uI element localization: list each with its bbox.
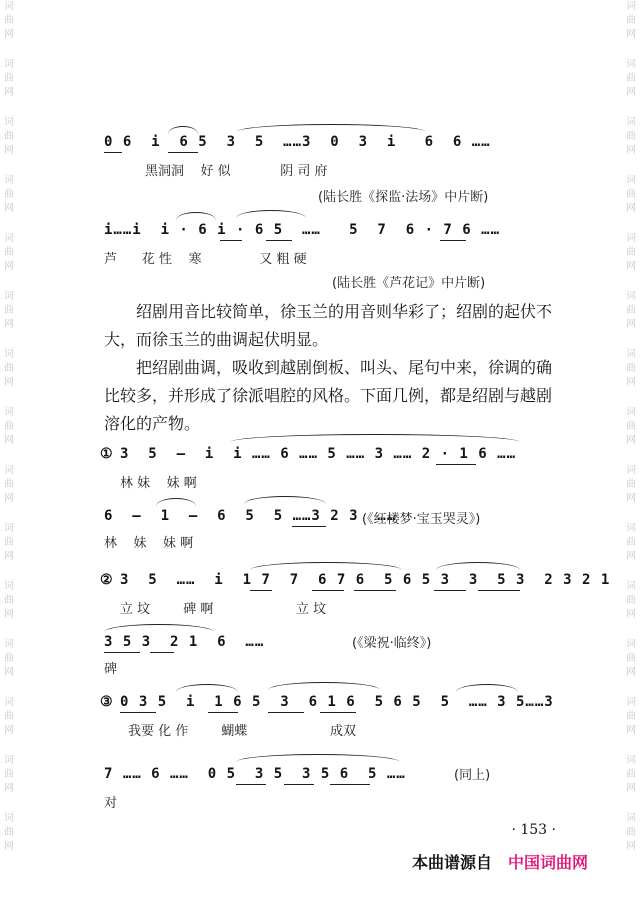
watermark-column-left [2, 0, 16, 900]
watermark-char: 网 [4, 261, 14, 272]
watermark-column-right [624, 0, 638, 900]
watermark-char: 曲 [626, 305, 636, 316]
watermark-gap [624, 854, 638, 870]
watermark-gap [2, 158, 16, 174]
slur [156, 498, 196, 506]
watermark-gap [2, 100, 16, 116]
example-2-line-1-lyrics: 立 坟 碑 啊 立 坟 [120, 602, 327, 617]
watermark-char: 词 [626, 233, 636, 244]
watermark-char: 网 [4, 841, 14, 852]
watermark-char: 曲 [4, 595, 14, 606]
watermark-char: 曲 [4, 189, 14, 200]
underline [120, 712, 156, 713]
slur [168, 126, 198, 134]
watermark-gap [624, 448, 638, 464]
slur [176, 212, 216, 220]
watermark-char: 曲 [626, 189, 636, 200]
watermark-char: 曲 [4, 537, 14, 548]
watermark-gap [624, 564, 638, 580]
watermark-char: 曲 [626, 653, 636, 664]
watermark-char: 曲 [626, 711, 636, 722]
slur [268, 682, 380, 690]
score-line-2-lyrics: 芦 花 性 寒 又 粗 硬 [104, 252, 307, 267]
watermark-char: 词 [626, 813, 636, 824]
example-3-citation: (同上) [454, 768, 491, 783]
underline [266, 240, 292, 241]
watermark-char: 词 [4, 755, 14, 766]
watermark-char: 词 [626, 755, 636, 766]
underline [250, 590, 272, 591]
watermark-char: 词 [626, 59, 636, 70]
underline [312, 590, 344, 591]
watermark-char: 曲 [4, 653, 14, 664]
slur [250, 562, 402, 570]
example-2-line-2-lyrics: 碑 [104, 662, 118, 677]
example-2-line-1-notes: 3 5 …… i 1 7 7 6 7 6 5 6 5 3 3 5 3 2 3 2 1 [120, 572, 611, 588]
underline [208, 712, 238, 713]
watermark-gap [2, 216, 16, 232]
watermark-char: 曲 [4, 827, 14, 838]
watermark-char: 网 [626, 783, 636, 794]
watermark-char: 曲 [626, 247, 636, 258]
watermark-char: 词 [626, 697, 636, 708]
watermark-char: 网 [4, 725, 14, 736]
watermark-char: 曲 [4, 363, 14, 374]
watermark-gap [2, 796, 16, 812]
watermark-char: 词 [4, 233, 14, 244]
watermark-char: 词 [4, 639, 14, 650]
watermark-char: 曲 [626, 827, 636, 838]
watermark-gap [624, 506, 638, 522]
watermark-gap [624, 158, 638, 174]
watermark-char: 网 [4, 493, 14, 504]
watermark-gap [624, 100, 638, 116]
underline [168, 152, 198, 153]
watermark-char: 词 [4, 1, 14, 12]
body-paragraph-1: 绍剧用音比较简单，徐玉兰的用音则华彩了；绍剧的起伏不大，而徐玉兰的曲调起伏明显。 [104, 302, 553, 349]
example-1-line-1-lyrics: 林 妹 妹 啊 [120, 476, 197, 491]
underline [284, 784, 314, 785]
watermark-char: 网 [626, 435, 636, 446]
watermark-char: 网 [4, 319, 14, 330]
watermark-gap [2, 448, 16, 464]
page-number: · 153 · [511, 822, 556, 838]
watermark-char: 曲 [626, 769, 636, 780]
watermark-char: 曲 [4, 769, 14, 780]
watermark-gap [2, 854, 16, 870]
slur [104, 624, 214, 632]
score-line-2-notes: i……i i · 6 i · 6 5 …… 5 7 6 · 7 6 …… [104, 222, 501, 238]
source-prefix: 本曲谱源自 [412, 853, 493, 872]
watermark-char: 网 [626, 609, 636, 620]
watermark-char: 网 [626, 261, 636, 272]
watermark-char: 词 [4, 175, 14, 186]
watermark-char: 词 [4, 291, 14, 302]
watermark-gap [2, 332, 16, 348]
example-3-line-2-notes: 7 …… 6 …… 0 5 3 5 3 5 6 5 …… [104, 766, 406, 782]
watermark-char: 曲 [4, 15, 14, 26]
watermark-char: 曲 [626, 595, 636, 606]
underline [268, 712, 304, 713]
watermark-char: 词 [4, 581, 14, 592]
watermark-gap [2, 506, 16, 522]
source-site-link[interactable]: 中国词曲网 [508, 853, 589, 872]
watermark-gap [624, 796, 638, 812]
slur [236, 754, 400, 762]
underline [320, 712, 356, 713]
slur [236, 124, 426, 132]
underline [236, 784, 266, 785]
underline [292, 526, 326, 527]
example-1-marker: ① [100, 446, 114, 462]
watermark-char: 词 [626, 407, 636, 418]
watermark-char: 网 [4, 203, 14, 214]
watermark-char: 网 [4, 87, 14, 98]
watermark-gap [624, 332, 638, 348]
watermark-gap [624, 680, 638, 696]
watermark-char: 网 [4, 783, 14, 794]
watermark-char: 网 [4, 667, 14, 678]
watermark-char: 网 [626, 841, 636, 852]
watermark-char: 词 [4, 117, 14, 128]
example-2-line-2-notes: 3 5 3 2 1 6 …… [104, 634, 265, 650]
underline [434, 590, 466, 591]
watermark-gap [624, 216, 638, 232]
watermark-char: 曲 [4, 711, 14, 722]
example-1-line-1-notes: 3 5 – i i …… 6 …… 5 …… 3 …… 2 · 1 6 …… [120, 446, 517, 462]
watermark-char: 词 [4, 523, 14, 534]
watermark-char: 网 [4, 377, 14, 388]
underline [354, 590, 396, 591]
watermark-gap [2, 680, 16, 696]
watermark-gap [2, 42, 16, 58]
watermark-char: 网 [626, 377, 636, 388]
slur [244, 496, 326, 504]
example-1-line-2-notes: 6 – 1 – 6 5 5 ……3 2 3 …… [104, 508, 397, 524]
watermark-char: 网 [4, 551, 14, 562]
example-2-marker: ② [100, 572, 114, 588]
slur [176, 684, 238, 692]
underline [220, 240, 242, 241]
watermark-char: 曲 [4, 131, 14, 142]
watermark-gap [2, 564, 16, 580]
watermark-char: 词 [626, 1, 636, 12]
watermark-char: 曲 [626, 479, 636, 490]
watermark-char: 曲 [626, 73, 636, 84]
watermark-char: 曲 [626, 421, 636, 432]
underline [440, 240, 466, 241]
watermark-char: 网 [4, 435, 14, 446]
watermark-char: 网 [4, 145, 14, 156]
watermark-gap [2, 390, 16, 406]
slur [436, 562, 520, 570]
watermark-char: 曲 [4, 479, 14, 490]
watermark-char: 网 [4, 29, 14, 40]
watermark-char: 网 [626, 87, 636, 98]
watermark-char: 网 [626, 551, 636, 562]
underline [478, 590, 520, 591]
watermark-char: 曲 [4, 421, 14, 432]
underline [104, 652, 140, 653]
score-line-1-notes: 0 6 i 6 5 3 5 ……3 0 3 i 6 6 …… [104, 134, 491, 150]
example-3-line-1-lyrics: 我要 化 作 蝴蝶 成双 [128, 724, 356, 739]
watermark-char: 网 [626, 145, 636, 156]
body-paragraph-2: 把绍剧曲调，吸收到越剧倒板、叫头、尾句中来，徐调的确比较多，并形成了徐派唱腔的风格。下面几例，都是绍剧与越剧溶化的产物。 [104, 358, 553, 433]
watermark-gap [624, 42, 638, 58]
watermark-char: 网 [626, 493, 636, 504]
watermark-char: 词 [4, 813, 14, 824]
watermark-char: 词 [626, 291, 636, 302]
example-3-line-1-notes: 0 3 5 i 1 6 5 3 6 1 6 5 6 5 5 …… 3 5……3 [120, 694, 554, 710]
watermark-char: 曲 [4, 73, 14, 84]
watermark-char: 曲 [626, 131, 636, 142]
watermark-gap [624, 274, 638, 290]
watermark-char: 网 [626, 725, 636, 736]
watermark-char: 词 [4, 697, 14, 708]
watermark-char: 词 [626, 117, 636, 128]
watermark-char: 网 [626, 319, 636, 330]
watermark-char: 词 [626, 465, 636, 476]
watermark-gap [2, 274, 16, 290]
example-1-citation: (《红楼梦·宝玉哭灵》) [362, 512, 481, 527]
underline [104, 152, 122, 153]
underline [436, 464, 476, 465]
watermark-char: 词 [4, 465, 14, 476]
score-line-1-lyrics: 黑洞洞 好 似 阴 司 府 [145, 164, 328, 179]
watermark-char: 网 [626, 203, 636, 214]
watermark-char: 网 [626, 29, 636, 40]
watermark-char: 曲 [4, 305, 14, 316]
watermark-char: 网 [626, 667, 636, 678]
example-3-line-2-lyrics: 对 [104, 796, 118, 811]
watermark-char: 词 [626, 523, 636, 534]
score-line-2-citation: (陆长胜《芦花记》中片断) [332, 276, 486, 291]
watermark-char: 词 [4, 349, 14, 360]
slur [456, 684, 518, 692]
watermark-gap [624, 738, 638, 754]
watermark-char: 词 [626, 175, 636, 186]
watermark-gap [624, 390, 638, 406]
watermark-char: 曲 [626, 363, 636, 374]
watermark-char: 曲 [626, 537, 636, 548]
example-3-marker: ③ [100, 694, 114, 710]
watermark-gap [2, 738, 16, 754]
example-1-line-2-lyrics: 林 妹 妹 啊 [104, 536, 194, 551]
watermark-gap [624, 622, 638, 638]
slur [236, 210, 306, 218]
source-credit [412, 850, 588, 873]
watermark-char: 词 [626, 349, 636, 360]
example-2-citation: (《梁祝·临终》) [352, 636, 432, 651]
watermark-gap [2, 622, 16, 638]
watermark-char: 网 [4, 609, 14, 620]
underline [150, 652, 174, 653]
watermark-char: 词 [626, 639, 636, 650]
watermark-char: 词 [4, 407, 14, 418]
watermark-char: 词 [626, 581, 636, 592]
score-line-1-citation: (陆长胜《探监·法场》中片断) [318, 190, 489, 205]
underline [330, 784, 370, 785]
watermark-char: 曲 [626, 15, 636, 26]
watermark-char: 曲 [4, 247, 14, 258]
watermark-char: 词 [4, 59, 14, 70]
